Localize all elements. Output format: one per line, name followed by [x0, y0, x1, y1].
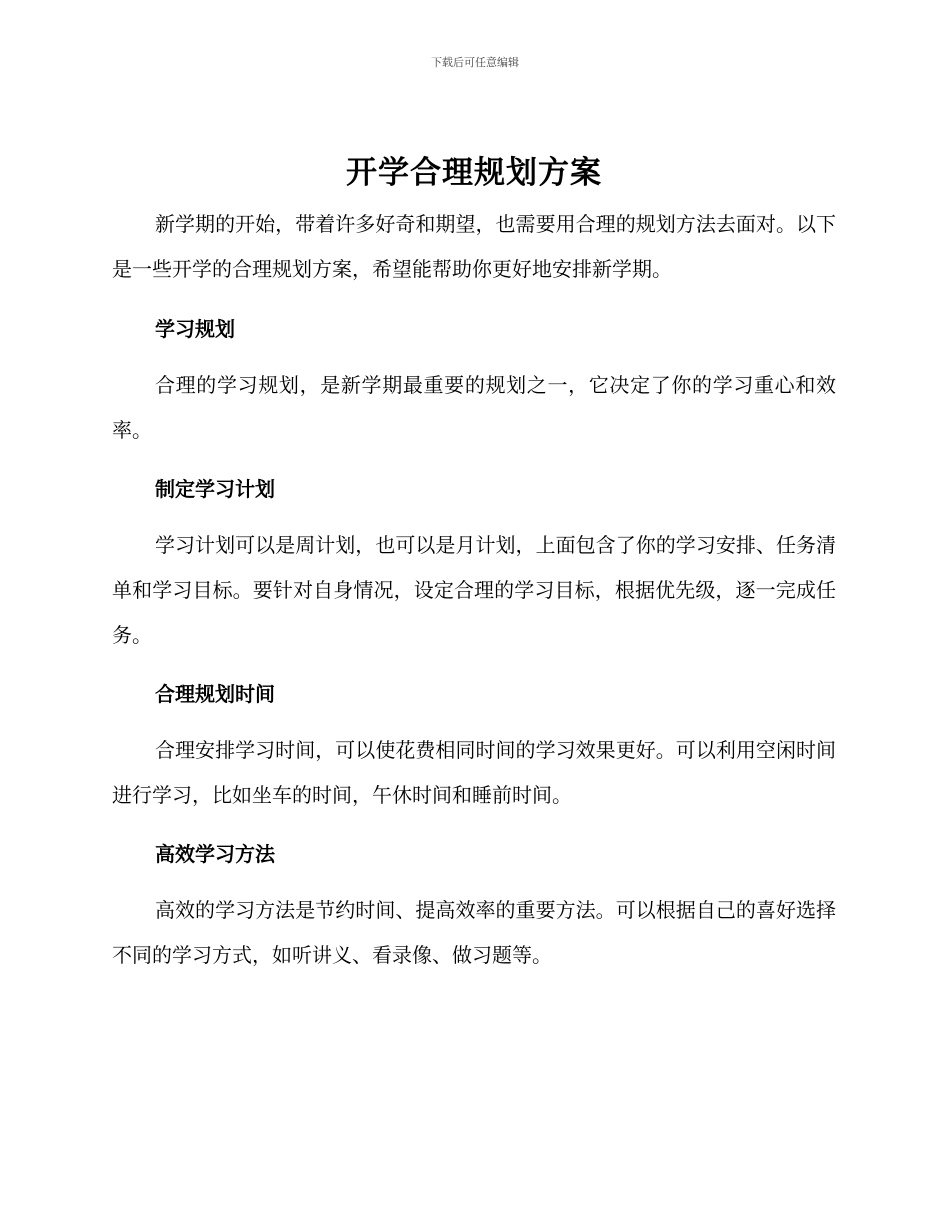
section-body-make-study-plan: 学习计划可以是周计划，也可以是月计划，上面包含了你的学习安排、任务清单和学习目标。要针对自身情况，设定合理的学习目标，根据优先级，逐一完成任务。	[112, 533, 836, 647]
section-body-time-planning: 合理安排学习时间，可以使花费相同时间的学习效果更好。可以利用空闲时间进行学习，比如坐车的时间，午休时间和睡前时间。	[112, 738, 836, 807]
section-heading-make-study-plan: 制定学习计划	[155, 477, 275, 501]
document-body	[112, 150, 836, 978]
section-heading-study-planning: 学习规划	[155, 317, 235, 341]
document-title: 开学合理规划方案	[346, 155, 602, 191]
section-heading-time-planning: 合理规划时间	[155, 682, 275, 706]
section-body-study-planning: 合理的学习规划，是新学期最重要的规划之一，它决定了你的学习重心和效率。	[112, 373, 836, 442]
intro-paragraph: 新学期的开始，带着许多好奇和期望，也需要用合理的规划方法去面对。以下是一些开学的合理规划方案，希望能帮助你更好地安排新学期。	[112, 212, 836, 281]
page-header-note: 下载后可任意编辑	[431, 56, 519, 69]
section-heading-efficient-methods: 高效学习方法	[155, 842, 275, 866]
section-body-efficient-methods: 高效的学习方法是节约时间、提高效率的重要方法。可以根据自己的喜好选择不同的学习方式，如听讲义、看录像、做习题等。	[112, 898, 836, 967]
